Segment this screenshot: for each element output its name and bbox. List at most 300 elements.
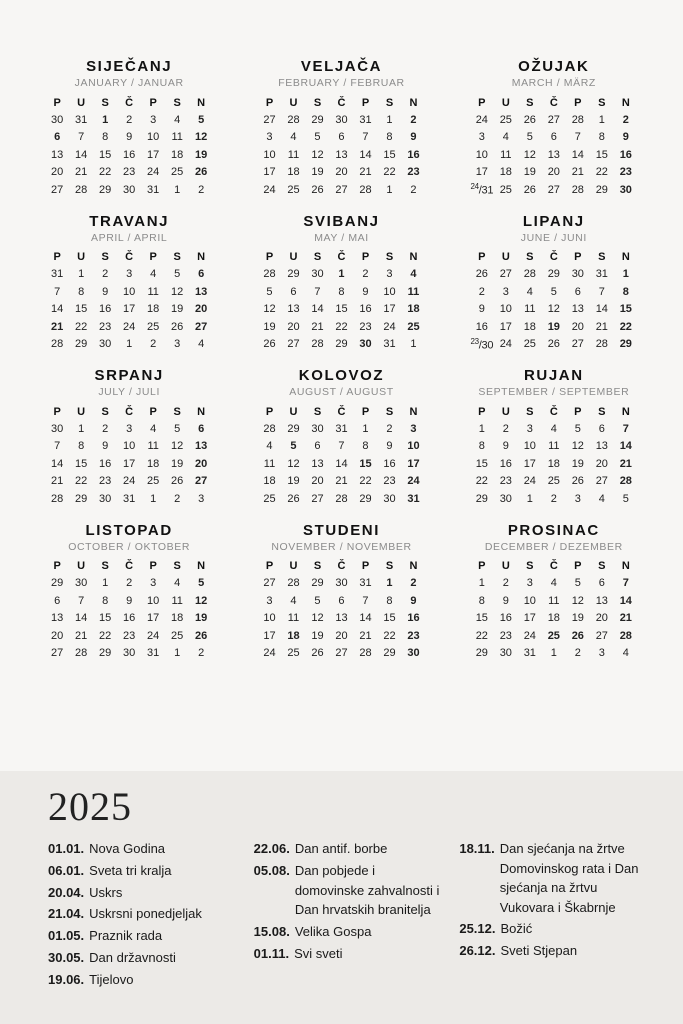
day-cell: 12: [171, 285, 184, 298]
day-cell: 22: [99, 629, 112, 642]
week-row: [470, 146, 638, 164]
day-cell: 20: [287, 320, 300, 333]
holiday-date: 18.11.: [459, 841, 495, 856]
day-cell: 25: [171, 166, 184, 179]
day-cell: 2: [550, 492, 557, 505]
day-cell: 29: [335, 338, 348, 351]
day-cell: 27: [547, 183, 560, 196]
day-cell: 16: [383, 457, 396, 470]
day-cell: 30: [335, 113, 348, 126]
day-cell: 21: [595, 320, 608, 333]
day-cell: 2: [386, 422, 393, 435]
day-cell: 30: [499, 492, 512, 505]
weekday-header: N: [197, 96, 206, 109]
day-cell: 19: [195, 148, 208, 161]
day-cell: 12: [571, 594, 584, 607]
day-cell: 17: [499, 320, 512, 333]
day-cell: 1: [78, 422, 85, 435]
week-row: [45, 645, 213, 663]
day-cell: 25: [499, 113, 512, 126]
day-cell: 17: [383, 303, 396, 316]
day-cell: 22: [595, 166, 608, 179]
holiday-name: Dan državnosti: [89, 949, 176, 965]
holiday-item: [254, 861, 444, 920]
weekday-header-row: [470, 558, 638, 575]
day-cell: 31: [335, 422, 348, 435]
day-cell: 17: [147, 612, 160, 625]
holiday-date: 25.12.: [459, 921, 496, 936]
day-cell: 2: [502, 422, 509, 435]
day-cell: 2: [362, 268, 369, 281]
day-cell: 11: [147, 285, 159, 298]
day-cell: 9: [102, 285, 109, 298]
day-cell: 28: [51, 338, 64, 351]
day-cell: 4: [290, 594, 297, 607]
holiday-date: 01.01.: [48, 841, 85, 856]
day-cell: 4: [150, 422, 157, 435]
day-cell: 20: [51, 629, 64, 642]
day-cell: 23: [99, 475, 112, 488]
week-row: [45, 146, 213, 164]
month-block: [455, 367, 653, 508]
month-name: LIPANJ: [522, 212, 585, 230]
day-cell: 23: [499, 475, 512, 488]
week-row: [257, 473, 425, 491]
week-row: [257, 164, 425, 182]
day-cell: 12: [547, 303, 560, 316]
week-row: [470, 336, 638, 354]
day-cell: 26: [523, 183, 536, 196]
day-cell: 2: [150, 338, 157, 351]
week-row: [45, 318, 213, 336]
day-cell: 8: [78, 285, 85, 298]
day-cell: 19: [171, 303, 184, 316]
weekday-header: P: [265, 96, 274, 109]
day-cell: 8: [78, 440, 85, 453]
day-cell: 11: [548, 594, 560, 607]
weekday-header: S: [101, 560, 109, 572]
day-cell: 3: [126, 268, 133, 281]
weekday-header: N: [621, 251, 630, 263]
day-cell: 3: [150, 577, 157, 590]
day-cell: 25: [171, 629, 184, 642]
week-row: [257, 266, 425, 284]
day-cell: 29: [75, 338, 88, 351]
day-cell: 2: [478, 285, 485, 298]
day-cell: 27: [499, 268, 512, 281]
day-cell: 4: [290, 131, 297, 144]
week-row: [470, 111, 638, 129]
day-cell: 14: [335, 457, 348, 470]
weekday-header: S: [313, 405, 322, 418]
day-cell: 27: [311, 492, 324, 505]
weekday-header-row: [257, 403, 425, 420]
holiday-item: [48, 883, 238, 903]
day-cell: 15: [335, 303, 348, 316]
weekday-header: P: [361, 405, 370, 418]
day-cell: 6: [198, 268, 205, 281]
holidays-footer: [0, 771, 683, 1024]
day-cell: 7: [574, 131, 581, 144]
day-cell: 7: [54, 440, 61, 453]
day-cell: 3: [174, 338, 181, 351]
day-cell: 28: [263, 268, 276, 281]
day-cell: 25: [263, 492, 276, 505]
day-cell: 2: [102, 422, 109, 435]
holiday-date: 26.12.: [459, 942, 496, 958]
day-cell: 24: [263, 647, 276, 660]
day-cell: 26: [547, 338, 560, 351]
day-cell: 15: [383, 148, 396, 161]
weekday-header: Č: [549, 405, 558, 418]
day-cell: 30: [123, 647, 136, 660]
day-cell: 18: [287, 166, 300, 179]
day-cell: 8: [598, 131, 605, 144]
day-cell: 11: [500, 148, 512, 161]
day-cell: 26: [263, 338, 276, 351]
holiday-date: 21.04.: [48, 906, 85, 922]
day-cell: 6: [598, 577, 605, 590]
day-cell: 15: [75, 303, 88, 316]
day-cell: 26: [195, 629, 208, 642]
weekday-header: P: [361, 96, 370, 109]
day-cell: 30: [619, 183, 632, 196]
weekday-header: P: [53, 96, 61, 109]
day-cell: 23: [407, 166, 420, 179]
day-cell: 3: [266, 131, 273, 144]
day-cell: 28: [595, 338, 608, 351]
week-row: [45, 610, 213, 628]
weekday-header: Č: [337, 560, 346, 572]
week-row: [45, 283, 213, 301]
month-subtitle: FEBRUARY / FEBRUAR: [278, 77, 405, 89]
day-cell: 7: [78, 131, 85, 144]
day-cell: 3: [198, 492, 205, 505]
day-cell: 1: [174, 647, 181, 660]
week-row: [470, 266, 638, 284]
week-row: [257, 111, 425, 129]
day-cell: 18: [171, 612, 184, 625]
day-cell: 26: [171, 320, 184, 333]
day-cell: 23: [407, 629, 420, 642]
day-cell: 16: [99, 457, 112, 470]
day-cell: 19: [171, 457, 184, 470]
day-cell: 20: [195, 303, 208, 316]
weekday-header: U: [289, 251, 298, 263]
day-cell: 10: [499, 303, 512, 316]
day-cell: 26: [171, 475, 184, 488]
day-cell: 24: [475, 113, 488, 126]
day-cell: 21: [619, 457, 632, 470]
holiday-item: [48, 948, 238, 968]
day-cell: 8: [478, 594, 485, 607]
day-cell: 11: [171, 131, 183, 144]
weekday-header: S: [598, 251, 606, 263]
weekday-header: P: [53, 251, 61, 263]
day-cell: 28: [619, 629, 632, 642]
week-row: [45, 111, 213, 129]
weekday-header: P: [149, 560, 157, 572]
holiday-date: 06.01.: [48, 862, 85, 878]
month-table: [45, 558, 213, 663]
week-row: [470, 438, 638, 456]
holiday-date: 05.08.: [253, 862, 290, 878]
weekday-header: U: [289, 560, 298, 572]
day-cell: 15: [75, 457, 88, 470]
weekday-header: S: [313, 560, 322, 572]
day-cell: 10: [263, 148, 276, 161]
day-cell: 24: [147, 166, 160, 179]
weekday-header: S: [385, 251, 394, 263]
day-cell: 22: [475, 475, 488, 488]
holiday-item: [254, 922, 444, 942]
day-cell: 13: [195, 285, 208, 298]
month-block: [242, 58, 440, 199]
holiday-name: Uskrs: [89, 884, 123, 900]
weekday-header: N: [409, 251, 418, 263]
day-cell: 18: [263, 475, 276, 488]
day-cell: 14: [75, 148, 88, 161]
day-cell: 27: [287, 338, 300, 351]
day-cell: 5: [290, 440, 297, 453]
day-cell: 28: [619, 475, 632, 488]
day-cell: 21: [75, 629, 88, 642]
day-cell: 15: [475, 457, 488, 470]
day-cell: 25: [147, 475, 160, 488]
day-cell: 22: [383, 166, 396, 179]
month-table: [257, 403, 425, 508]
month-table: [257, 558, 425, 663]
day-cell: 29: [547, 268, 560, 281]
month-name: LISTOPAD: [85, 521, 173, 539]
day-cell: 24: [147, 629, 160, 642]
day-cell: 15: [99, 612, 112, 625]
week-row: [470, 129, 638, 147]
day-cell: 28: [287, 577, 300, 590]
week-row: [470, 283, 638, 301]
day-cell: 12: [287, 457, 300, 470]
day-cell: 12: [171, 440, 184, 453]
day-cell: 5: [574, 422, 581, 435]
day-cell: 18: [547, 457, 560, 470]
week-row: [257, 283, 425, 301]
day-cell: 7: [362, 131, 369, 144]
day-cell: 12: [311, 148, 324, 161]
holiday-item: [48, 904, 238, 924]
day-cell: 21: [335, 475, 348, 488]
day-cell: 14: [51, 457, 64, 470]
weekday-header: Č: [125, 560, 134, 572]
day-cell: 20: [335, 629, 348, 642]
day-cell: 20: [595, 612, 608, 625]
weekday-header: S: [173, 405, 181, 418]
week-row: [257, 610, 425, 628]
day-cell: 28: [51, 492, 64, 505]
day-cell: 5: [550, 285, 557, 298]
weekday-header: S: [313, 251, 322, 263]
month-name: RUJAN: [523, 367, 584, 384]
day-cell: 26: [571, 475, 584, 488]
day-cell: 8: [338, 285, 345, 298]
day-cell: 31: [51, 268, 64, 281]
holiday-name: Uskrsni ponedjeljak: [89, 906, 202, 922]
month-subtitle: JUNE / JUNI: [520, 231, 587, 244]
holiday-date: 20.04.: [48, 884, 85, 900]
day-cell: 30: [383, 492, 396, 505]
holiday-item: [459, 839, 649, 917]
day-cell: 13: [51, 612, 64, 625]
day-cell: 18: [147, 303, 160, 316]
day-cell: 15: [475, 612, 488, 625]
week-row: [470, 592, 638, 610]
day-cell: 25: [547, 475, 560, 488]
day-cell: 16: [407, 612, 420, 625]
day-cell: 2: [574, 647, 581, 660]
month-name: SVIBANJ: [303, 212, 380, 230]
weekday-header: S: [173, 251, 181, 263]
weekday-header-row: [470, 94, 638, 111]
day-cell: 10: [123, 440, 136, 453]
holiday-name: Božić: [500, 921, 533, 936]
weekday-header: S: [598, 405, 606, 418]
day-cell: 14: [619, 440, 632, 453]
day-cell: 5: [174, 268, 181, 281]
week-row: [257, 627, 425, 645]
month-block: [242, 213, 440, 354]
day-cell: 11: [147, 440, 159, 453]
weekday-header: U: [501, 251, 510, 263]
day-cell: 28: [287, 113, 300, 126]
day-cell: 6: [290, 285, 297, 298]
day-cell: 17: [475, 166, 488, 179]
holiday-item: [459, 919, 649, 939]
month-subtitle: MARCH / MÄRZ: [511, 77, 596, 89]
holiday-date: 15.08.: [253, 924, 290, 939]
week-row: [470, 575, 638, 593]
weekday-header: S: [173, 96, 181, 109]
day-cell: 1: [386, 183, 393, 196]
day-cell: 31: [523, 647, 536, 660]
day-cell: 8: [362, 440, 369, 453]
day-cell: 26: [475, 268, 488, 281]
day-cell: 16: [499, 612, 512, 625]
day-cell: 18: [547, 612, 560, 625]
day-cell: 1: [362, 422, 369, 435]
month-name: OŽUJAK: [518, 58, 590, 75]
holiday-item: [48, 839, 238, 859]
holiday-date: 19.06.: [48, 971, 85, 987]
day-cell: 22: [75, 320, 88, 333]
weekday-header-row: [45, 403, 213, 420]
week-row: [45, 438, 213, 456]
day-cell: 24: [123, 475, 136, 488]
day-cell: 12: [523, 148, 536, 161]
week-row: [45, 490, 213, 508]
day-cell: 26: [195, 166, 208, 179]
day-cell: 10: [383, 285, 396, 298]
day-cell: 1: [174, 183, 181, 196]
day-cell: 20: [51, 166, 64, 179]
day-cell: 11: [287, 612, 300, 625]
holiday-item: [459, 941, 649, 961]
day-cell: 9: [126, 131, 133, 144]
day-cell: 3: [126, 422, 133, 435]
day-cell: 1: [622, 268, 629, 281]
day-cell: 11: [524, 303, 536, 316]
day-cell: 17: [407, 457, 420, 470]
day-cell: 5: [574, 577, 581, 590]
day-cell: 19: [287, 475, 300, 488]
day-cell: 3: [386, 268, 393, 281]
week-row: [45, 455, 213, 473]
day-cell: 26: [311, 647, 324, 660]
day-cell: 24: [263, 183, 276, 196]
day-cell: 4: [174, 577, 181, 590]
holiday-name: Praznik rada: [89, 928, 163, 943]
day-cell: 23: [383, 475, 396, 488]
day-cell: 29: [99, 647, 112, 660]
day-cell: 31: [123, 492, 136, 505]
weekday-header: Č: [125, 96, 134, 109]
month-table: [257, 94, 425, 199]
weekday-header: Č: [337, 251, 346, 263]
day-cell: 2: [126, 577, 133, 590]
month-table: [45, 249, 213, 354]
day-cell: 7: [622, 422, 629, 435]
day-cell: 25: [147, 320, 160, 333]
holiday-item: [254, 839, 444, 859]
day-cell: 29: [99, 183, 112, 196]
day-cell: 4: [622, 647, 629, 660]
month-subtitle: SEPTEMBER / SEPTEMBER: [478, 386, 630, 398]
month-table: [470, 94, 638, 199]
day-cell: 16: [99, 303, 112, 316]
day-cell: 28: [75, 647, 88, 660]
day-cell: 20: [311, 475, 324, 488]
weekday-header: N: [197, 251, 206, 263]
day-cell: 3: [478, 131, 485, 144]
week-row: [257, 146, 425, 164]
weekday-header: P: [265, 405, 274, 418]
day-cell: 20: [335, 166, 348, 179]
day-cell: 28: [311, 338, 324, 351]
day-cell: 25: [523, 338, 536, 351]
day-cell: 29: [51, 577, 64, 590]
weekday-header: N: [409, 405, 418, 418]
weekday-header: P: [361, 251, 370, 263]
day-cell: 4: [502, 131, 509, 144]
weekday-header: P: [265, 560, 274, 572]
weekday-header-row: [45, 249, 213, 266]
day-cell: 28: [359, 183, 372, 196]
day-cell: 28: [75, 183, 88, 196]
day-cell: 27: [335, 647, 348, 660]
day-cell: 19: [523, 166, 536, 179]
holiday-date: 01.11.: [253, 945, 290, 961]
day-cell: 2: [622, 113, 629, 126]
month-block: [30, 213, 228, 354]
day-cell: 7: [338, 440, 345, 453]
weekday-header: Č: [337, 96, 346, 109]
day-cell: 15: [99, 148, 112, 161]
week-row: [470, 473, 638, 491]
day-cell: 31: [147, 647, 160, 660]
weekday-header: Č: [125, 405, 134, 418]
weekday-header: U: [77, 96, 86, 109]
week-row: [257, 318, 425, 336]
day-cell: 9: [410, 131, 417, 144]
day-cell: 13: [595, 594, 608, 607]
